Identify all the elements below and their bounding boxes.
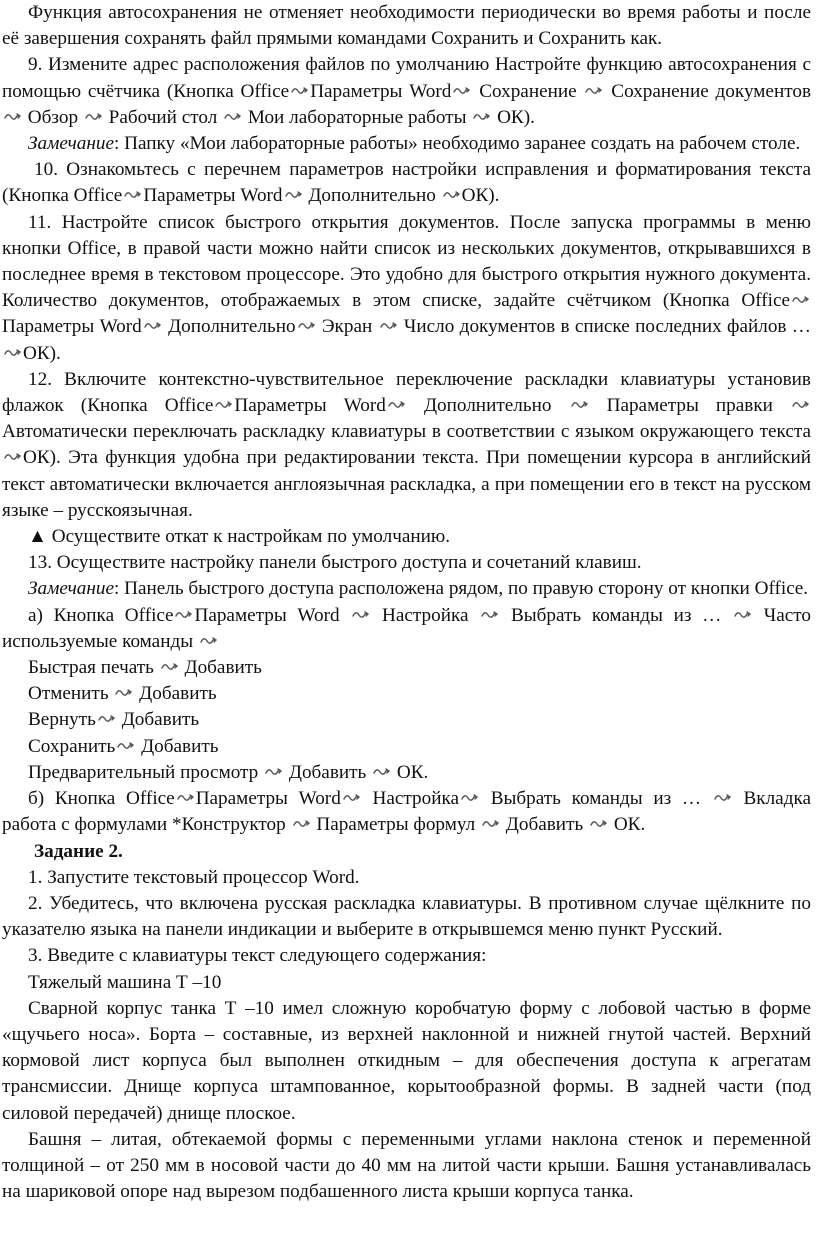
- sample-text-paragraph-2: Башня – литая, обтекаемой формы с переменными углами наклона стенок и переменной толщиной – от 250 мм в носовой части до 40 мм на литой части крыши. Башня устанавливалась на шариковой опоре над вырезом подбашенного листа крыши корпуса танка.: [2, 1128, 811, 1203]
- menu-path-arrow-icon: [461, 793, 478, 803]
- list-item: Сохранить Добавить: [28, 735, 219, 757]
- menu-path-arrow-icon: [482, 819, 499, 829]
- paragraph-step-10: 10. Ознакомьтесь с перечнем параметров настройки исправления и форматирования текста (Кнопка Office Параметры Word Дополнительно ОК).: [2, 159, 811, 207]
- paragraph-step-12: 12. Включите контекстно-чувствительное переключение раскладки клавиатуры установив флажок (Кнопка Office Параметры Word Дополнительно Параметры правки Автоматически переключать раскладку клавиатуры в соответствии с языком окружающего текста ОК). Эта функция удобна при редактировании текста. При помещении курсора в английский текст автоматически включается англоязычная раскладка, а при помещении его в текст на русском языке – русскоязычная.: [2, 368, 811, 521]
- list-item: Предварительный просмотр Добавить ОК.: [28, 761, 429, 783]
- paragraph-step-13: 13. Осуществите настройку панели быстрого доступа и сочетаний клавиш.: [28, 552, 642, 574]
- menu-path-arrow-icon: [380, 321, 397, 331]
- paragraph-note-1: Замечание: Папку «Мои лабораторные работы» необходимо заранее создать на рабочем столе.: [28, 133, 801, 155]
- menu-path-arrow-icon: [175, 610, 192, 620]
- menu-path-arrow-icon: [4, 348, 21, 358]
- menu-path-arrow-icon: [481, 610, 498, 620]
- task-step-1: 1. Запустите текстовый процессор Word.: [28, 866, 360, 888]
- menu-path-arrow-icon: [293, 819, 310, 829]
- menu-path-arrow-icon: [4, 112, 21, 122]
- menu-path-arrow-icon: [200, 636, 217, 646]
- menu-path-arrow-icon: [298, 321, 315, 331]
- sample-text-paragraph-1: Сварной корпус танка Т –10 имел сложную коробчатую форму с лобовой частью в форме «щучьего носа». Борта – составные, из верхней наклонной и нижней гнутой частей. Верхний кормовой лист корпуса был выполнен откидным – для обеспечения доступа к агрегатам трансмиссии. Днище корпуса штампованное, корытообразной формы. В задней части (под силовой передачей) днище плоское.: [2, 997, 811, 1124]
- paragraph-sub-b: б) Кнопка Office Параметры Word Настройка Выбрать команды из … Вкладка работа с формулами *Конструктор Параметры формул Добавить ОК.: [2, 788, 812, 836]
- menu-path-arrow-icon: [473, 112, 490, 122]
- menu-path-arrow-icon: [85, 112, 102, 122]
- menu-path-arrow-icon: [177, 793, 194, 803]
- menu-path-arrow-icon: [265, 767, 282, 777]
- paragraph-rollback: ▲ Осуществите откат к настройкам по умолчанию.: [28, 526, 451, 548]
- list-item: Вернуть Добавить: [28, 709, 200, 731]
- menu-path-arrow-icon: [453, 86, 470, 96]
- task-2-heading: Задание 2.: [34, 840, 123, 862]
- menu-path-arrow-icon: [714, 793, 731, 803]
- menu-path-arrow-icon: [590, 819, 607, 829]
- menu-path-arrow-icon: [285, 190, 302, 200]
- list-item: Быстрая печать Добавить: [28, 657, 262, 679]
- menu-path-arrow-icon: [792, 400, 809, 410]
- paragraph-note-2: Замечание: Панель быстрого доступа расположена рядом, по правую сторону от кнопки Office.: [28, 578, 809, 600]
- menu-path-arrow-icon: [291, 86, 308, 96]
- menu-path-arrow-icon: [373, 767, 390, 777]
- menu-path-arrow-icon: [571, 400, 588, 410]
- menu-path-arrow-icon: [124, 190, 141, 200]
- menu-path-arrow-icon: [115, 688, 132, 698]
- menu-path-arrow-icon: [4, 452, 21, 462]
- paragraph-step-9: 9. Измените адрес расположения файлов по умолчанию Настройте функцию автосохранения с помощью счётчика (Кнопка Office Параметры Word Сохранение Сохранение документов Обзор Рабочий стол Мои лабораторные работы ОК).: [2, 54, 812, 128]
- list-item: Отменить Добавить: [28, 683, 217, 705]
- task-step-3: 3. Введите с клавиатуры текст следующего содержания:: [28, 945, 487, 967]
- menu-path-arrow-icon: [343, 793, 360, 803]
- menu-path-arrow-icon: [734, 610, 751, 620]
- menu-path-arrow-icon: [352, 610, 369, 620]
- menu-path-arrow-icon: [215, 400, 232, 410]
- menu-path-arrow-icon: [792, 295, 809, 305]
- paragraph-step-11: 11. Настройте список быстрого открытия документов. После запуска программы в меню кнопки Office, в правой части можно найти список из нескольких документов, открывавшихся в последнее время в текстовом процессоре. Это удобно для быстрого открытия нужного документа. Количество документов, отображаемых в этом списке, задайте счётчиком (Кнопка Office Параметры Word Дополнительно Экран Число документов в списке последних файлов … ОК).: [2, 211, 811, 364]
- menu-path-arrow-icon: [443, 190, 460, 200]
- menu-path-arrow-icon: [144, 321, 161, 331]
- sample-text-title: Тяжелый машина Т –10: [28, 971, 222, 993]
- task-step-2: 2. Убедитесь, что включена русская раскладка клавиатуры. В противном случае щёлкните по указателю языка на панели индикации и выберите в открывшемся меню пункт Русский.: [2, 892, 811, 941]
- paragraph-sub-a: а) Кнопка Office Параметры Word Настройка Выбрать команды из … Часто используемые команды: [2, 604, 812, 652]
- menu-path-arrow-icon: [117, 741, 134, 751]
- menu-path-arrow-icon: [161, 662, 178, 672]
- paragraph-autosave-note: Функция автосохранения не отменяет необходимости периодически во время работы и после её завершения сохранять файл прямыми командами Сохранить и Сохранить как.: [2, 2, 811, 50]
- menu-path-arrow-icon: [224, 112, 241, 122]
- menu-path-arrow-icon: [98, 714, 115, 724]
- note-label: Замечание: [28, 578, 114, 600]
- note-label: Замечание: [28, 133, 114, 155]
- menu-path-arrow-icon: [388, 400, 405, 410]
- menu-path-arrow-icon: [585, 86, 602, 96]
